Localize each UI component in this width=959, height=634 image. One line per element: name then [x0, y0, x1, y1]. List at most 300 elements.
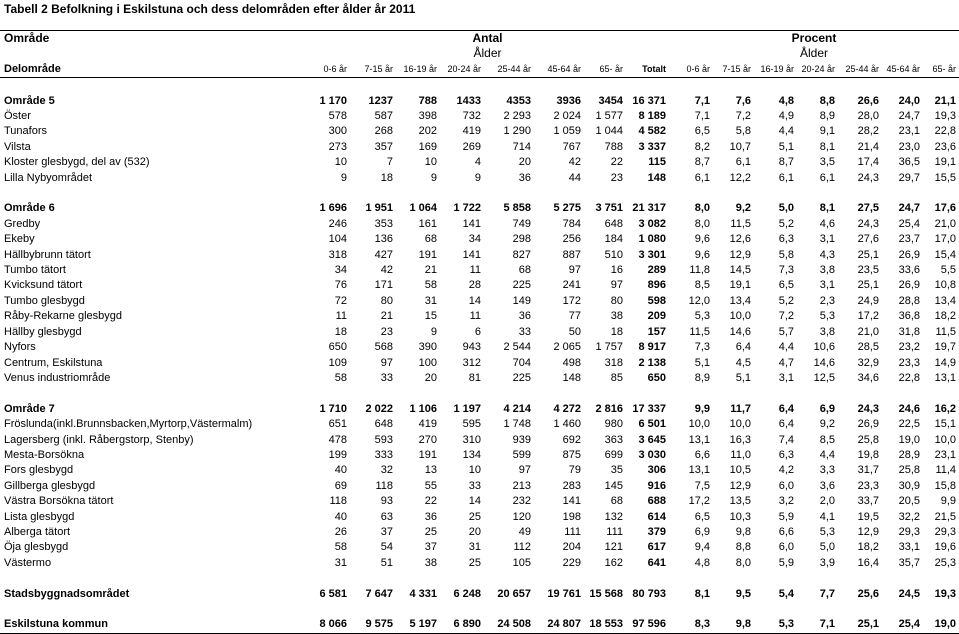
- row-name: Fröslunda(inkl.Brunnsbacken,Myrtorp,Västermalm): [4, 418, 253, 431]
- pct-cell: 3,8: [819, 264, 835, 277]
- count-cell: 1 757: [595, 341, 623, 354]
- count-cell: 44: [568, 171, 581, 184]
- pct-cell: 29,3: [898, 525, 920, 538]
- pct-cell: 22,8: [934, 125, 957, 138]
- count-cell: 1 696: [319, 202, 347, 215]
- pct-column-header: 45-64 år: [882, 62, 923, 78]
- row-name: Gillberga glesbygd: [4, 479, 96, 492]
- count-cell: 38: [610, 310, 623, 323]
- pct-cell: 19,8: [857, 448, 879, 461]
- pct-cell: 6,5: [694, 125, 710, 138]
- pct-cell: 7,6: [735, 94, 751, 107]
- count-cell: 10: [424, 156, 437, 169]
- count-cell: 171: [374, 279, 393, 292]
- count-cell: 104: [328, 233, 347, 246]
- count-cell: 270: [418, 433, 437, 446]
- count-cell: 40: [334, 510, 347, 523]
- pct-cell: 23,6: [934, 140, 957, 153]
- pct-cell: 33,1: [898, 541, 920, 554]
- table-row: [0, 340, 959, 355]
- subarea-label: Delområde: [0, 62, 306, 78]
- pct-cell: 25,6: [857, 587, 879, 600]
- population-table: [0, 30, 959, 634]
- count-cell: 4 331: [409, 587, 437, 600]
- row-name: Västermo: [4, 556, 52, 569]
- pct-cell: 32,2: [898, 510, 920, 523]
- pct-cell: 8,1: [819, 202, 835, 215]
- count-cell: 34: [334, 264, 347, 277]
- count-cell: 827: [512, 248, 531, 261]
- count-cell: 24 508: [484, 617, 534, 633]
- pct-cell: 12,2: [729, 171, 751, 184]
- count-cell: 18 553: [584, 617, 626, 633]
- count-column-header: 65- år: [584, 62, 626, 78]
- table-row: [0, 356, 959, 371]
- count-cell: 132: [604, 510, 623, 523]
- pct-cell: 23,1: [934, 448, 957, 461]
- pct-cell: 6,3: [778, 233, 794, 246]
- pct-cell: 6,0: [778, 479, 794, 492]
- count-cell: 141: [462, 248, 481, 261]
- count-cell: 419: [462, 125, 481, 138]
- pct-cell: 5,1: [778, 140, 794, 153]
- pct-cell: 7,1: [694, 110, 710, 123]
- count-cell: 4 214: [503, 402, 531, 415]
- count-cell: 390: [418, 341, 437, 354]
- pct-cell: 15,5: [934, 171, 957, 184]
- table-row: [0, 232, 959, 247]
- count-cell: 38: [424, 556, 437, 569]
- count-cell: 2 024: [553, 110, 581, 123]
- total-cell: 306: [647, 464, 666, 477]
- table-row: [0, 494, 959, 509]
- pct-cell: 16,2: [934, 402, 957, 415]
- count-cell: 300: [328, 125, 347, 138]
- count-cell: 1 951: [365, 202, 393, 215]
- count-cell: 714: [512, 140, 531, 153]
- pct-cell: 3,1: [819, 233, 835, 246]
- total-cell: 289: [647, 264, 666, 277]
- total-cell: 641: [647, 556, 666, 569]
- pct-cell: 5,5: [940, 264, 957, 277]
- pct-cell: 12,0: [688, 294, 710, 307]
- pct-cell: 17,0: [934, 233, 957, 246]
- pct-cell: 8,9: [694, 371, 710, 384]
- count-cell: 8 066: [306, 617, 350, 633]
- pct-cell: 33,7: [857, 495, 879, 508]
- count-cell: 14: [468, 495, 481, 508]
- pct-cell: 8,8: [819, 94, 835, 107]
- count-cell: 141: [462, 217, 481, 230]
- count-cell: 333: [374, 448, 393, 461]
- pct-cell: 18,2: [934, 310, 957, 323]
- count-cell: 1 710: [319, 402, 347, 415]
- pct-cell: 9,8: [735, 525, 751, 538]
- total-cell: 16 371: [632, 94, 666, 107]
- pct-cell: 6,4: [735, 341, 751, 354]
- count-cell: 51: [380, 556, 393, 569]
- pct-cell: 14,9: [934, 356, 957, 369]
- count-cell: 31: [468, 541, 481, 554]
- count-cell: 18: [610, 325, 623, 338]
- count-cell: 22: [424, 495, 437, 508]
- table-row: [0, 140, 959, 155]
- count-cell: 1 044: [595, 125, 623, 138]
- row-name: Råby-Rekarne glesbygd: [4, 310, 123, 323]
- count-cell: 5 275: [553, 202, 581, 215]
- pct-cell: 11,5: [730, 217, 751, 230]
- count-cell: 69: [334, 479, 347, 492]
- pct-cell: 26,9: [898, 279, 920, 292]
- count-cell: 11: [469, 310, 481, 323]
- pct-cell: 7,3: [694, 341, 710, 354]
- pct-cell: 12,9: [729, 248, 751, 261]
- count-cell: 162: [604, 556, 623, 569]
- pct-cell: 7,5: [694, 479, 710, 492]
- pct-cell: 12,6: [729, 233, 751, 246]
- count-cell: 587: [374, 110, 393, 123]
- pct-cell: 15,8: [934, 479, 957, 492]
- pct-cell: 25,8: [857, 433, 879, 446]
- pct-cell: 13,4: [729, 294, 751, 307]
- pct-cell: 3,1: [819, 279, 835, 292]
- count-cell: 145: [604, 479, 623, 492]
- pct-cell: 21,4: [857, 140, 879, 153]
- pct-cell: 19,3: [934, 587, 957, 600]
- pct-cell: 5,3: [819, 525, 835, 538]
- count-cell: 2 544: [503, 341, 531, 354]
- pct-cell: 16,3: [729, 433, 751, 446]
- total-cell: 379: [647, 525, 666, 538]
- pct-cell: 8,5: [694, 279, 710, 292]
- pct-cell: 19,7: [934, 341, 957, 354]
- pct-cell: 9,5: [735, 587, 751, 600]
- pct-cell: 21,1: [934, 94, 957, 107]
- count-cell: 788: [604, 140, 623, 153]
- pct-cell: 4,7: [778, 356, 794, 369]
- pct-cell: 17,6: [934, 202, 957, 215]
- procent-age-label: Ålder: [800, 46, 829, 61]
- table-row: [0, 448, 959, 463]
- row-name: Fors glesbygd: [4, 464, 74, 477]
- pct-column-header: 16-19 år: [754, 62, 797, 78]
- pct-cell: 24,3: [857, 217, 879, 230]
- count-cell: 9: [430, 171, 437, 184]
- pct-cell: 8,5: [819, 433, 835, 446]
- count-cell: 6 248: [453, 587, 481, 600]
- pct-cell: 5,9: [778, 510, 794, 523]
- count-cell: 76: [334, 279, 347, 292]
- count-cell: 398: [418, 110, 437, 123]
- count-cell: 191: [418, 448, 437, 461]
- pct-cell: 6,4: [778, 418, 794, 431]
- count-cell: 148: [562, 371, 581, 384]
- pct-cell: 5,3: [754, 617, 797, 633]
- count-cell: 109: [328, 356, 347, 369]
- count-cell: 595: [462, 418, 481, 431]
- pct-cell: 6,9: [819, 402, 835, 415]
- count-cell: 31: [424, 294, 437, 307]
- total-cell: 3 645: [638, 433, 666, 446]
- pct-cell: 21,0: [934, 217, 957, 230]
- count-cell: 136: [374, 233, 393, 246]
- pct-cell: 10,0: [934, 433, 957, 446]
- pct-cell: 16,4: [857, 556, 879, 569]
- count-cell: 1 197: [453, 402, 481, 415]
- count-cell: 2 022: [365, 402, 393, 415]
- pct-cell: 21,0: [857, 325, 879, 338]
- pct-cell: 24,9: [857, 294, 879, 307]
- count-cell: 15 568: [589, 587, 623, 600]
- count-cell: 21: [424, 264, 437, 277]
- row-name: Venus industriområde: [4, 371, 111, 384]
- pct-cell: 7,4: [778, 433, 794, 446]
- count-cell: 225: [512, 371, 531, 384]
- total-cell: 688: [647, 495, 666, 508]
- count-cell: 246: [328, 217, 347, 230]
- pct-cell: 3,9: [819, 556, 835, 569]
- count-cell: 28: [468, 279, 481, 292]
- pct-column-header: 25-44 år: [838, 62, 882, 78]
- count-cell: 20: [424, 371, 437, 384]
- pct-cell: 8,1: [819, 140, 835, 153]
- pct-cell: 2,0: [819, 495, 835, 508]
- pct-cell: 27,6: [857, 233, 879, 246]
- count-cell: 9: [340, 171, 347, 184]
- row-name: Lagersberg (inkl. Råbergstorp, Stenby): [4, 433, 194, 446]
- pct-cell: 4,4: [778, 125, 794, 138]
- pct-cell: 23,5: [857, 264, 879, 277]
- count-cell: 198: [562, 510, 581, 523]
- row-name: Område 6: [4, 202, 55, 215]
- count-cell: 20 657: [497, 587, 531, 600]
- total-cell: 3 301: [638, 248, 666, 261]
- pct-cell: 13,1: [934, 371, 957, 384]
- count-cell: 4 272: [553, 402, 581, 415]
- row-name: Lista glesbygd: [4, 510, 75, 523]
- table-row: [0, 510, 959, 525]
- count-cell: 2 816: [595, 402, 623, 415]
- pct-cell: 9,4: [694, 541, 710, 554]
- count-cell: 31: [334, 556, 347, 569]
- total-cell: 617: [647, 541, 666, 554]
- count-cell: 23: [380, 325, 393, 338]
- count-cell: 6 581: [319, 587, 347, 600]
- count-cell: 419: [418, 418, 437, 431]
- count-cell: 118: [329, 495, 347, 508]
- pct-cell: 12,9: [857, 525, 879, 538]
- count-cell: 22: [610, 156, 623, 169]
- pct-column-header: 7-15 år: [713, 62, 754, 78]
- pct-cell: 5,7: [778, 325, 794, 338]
- pct-cell: 31,8: [898, 325, 920, 338]
- count-cell: 4: [474, 156, 481, 169]
- pct-cell: 11,0: [730, 448, 751, 461]
- count-cell: 478: [328, 433, 347, 446]
- pct-cell: 9,9: [694, 402, 710, 415]
- group-row: [0, 201, 959, 216]
- count-cell: 749: [512, 217, 531, 230]
- pct-cell: 7,1: [694, 94, 710, 107]
- pct-cell: 13,1: [688, 433, 710, 446]
- pct-cell: 8,8: [735, 541, 751, 554]
- pct-cell: 10,5: [729, 464, 751, 477]
- count-cell: 1 290: [503, 125, 531, 138]
- pct-cell: 20,5: [898, 495, 920, 508]
- count-cell: 40: [334, 464, 347, 477]
- count-cell: 229: [562, 556, 581, 569]
- count-cell: 650: [328, 341, 347, 354]
- count-cell: 427: [374, 248, 393, 261]
- count-cell: 25: [468, 510, 481, 523]
- count-cell: 58: [334, 371, 347, 384]
- pct-cell: 5,0: [819, 541, 835, 554]
- pct-cell: 10,7: [729, 140, 751, 153]
- pct-cell: 9,6: [694, 248, 710, 261]
- pct-column-header: 0-6 år: [669, 62, 713, 78]
- pct-cell: 32,9: [857, 356, 879, 369]
- count-cell: 20: [518, 156, 531, 169]
- table-title: Tabell 2 Befolkning i Eskilstuna och dess delområden efter ålder år 2011: [4, 2, 416, 16]
- pct-cell: 10,8: [934, 279, 957, 292]
- pct-cell: 26,9: [898, 248, 920, 261]
- count-cell: 283: [562, 479, 581, 492]
- pct-cell: 28,2: [857, 125, 879, 138]
- count-cell: 3 751: [595, 202, 623, 215]
- total-cell: 1 080: [638, 233, 666, 246]
- pct-cell: 24,5: [898, 587, 920, 600]
- pct-cell: 10,6: [813, 341, 835, 354]
- count-cell: 578: [328, 110, 347, 123]
- count-cell: 55: [424, 479, 437, 492]
- pct-cell: 9,2: [735, 202, 751, 215]
- pct-cell: 3,2: [778, 495, 794, 508]
- count-cell: 36: [424, 510, 437, 523]
- pct-cell: 19,0: [923, 617, 959, 633]
- pct-cell: 8,0: [694, 217, 710, 230]
- count-cell: 318: [604, 356, 623, 369]
- pct-cell: 19,0: [898, 433, 920, 446]
- table-row: [0, 371, 959, 386]
- table-row: [0, 248, 959, 263]
- pct-cell: 4,4: [778, 341, 794, 354]
- count-cell: 1 170: [319, 94, 347, 107]
- pct-cell: 25,4: [898, 217, 920, 230]
- pct-cell: 11,4: [935, 464, 957, 477]
- group-row: [0, 617, 959, 633]
- count-cell: 19 761: [547, 587, 581, 600]
- count-cell: 9 575: [350, 617, 396, 633]
- pct-cell: 25,4: [882, 617, 923, 633]
- total-cell: 80 793: [632, 587, 666, 600]
- count-cell: 363: [604, 433, 623, 446]
- pct-cell: 19,5: [857, 510, 879, 523]
- count-cell: 93: [380, 495, 393, 508]
- count-cell: 36: [518, 310, 531, 323]
- count-cell: 593: [374, 433, 393, 446]
- count-cell: 2 293: [503, 110, 531, 123]
- count-cell: 68: [610, 495, 623, 508]
- table-row: [0, 171, 959, 186]
- pct-cell: 4,8: [778, 94, 794, 107]
- pct-cell: 6,0: [778, 541, 794, 554]
- pct-cell: 6,3: [778, 448, 794, 461]
- count-cell: 225: [512, 279, 531, 292]
- pct-cell: 4,5: [735, 356, 751, 369]
- antal-age-label: Ålder: [473, 46, 502, 61]
- total-cell: 614: [647, 510, 666, 523]
- pct-cell: 24,7: [898, 202, 920, 215]
- count-cell: 7: [386, 156, 393, 169]
- pct-cell: 13,5: [729, 495, 751, 508]
- row-name: Vilsta: [4, 140, 31, 153]
- row-name: Ekeby: [4, 233, 35, 246]
- count-cell: 111: [606, 525, 623, 538]
- count-cell: 9: [474, 171, 481, 184]
- count-cell: 11: [335, 310, 347, 323]
- pct-cell: 23,3: [898, 356, 920, 369]
- header-row-age: [0, 46, 959, 61]
- pct-cell: 3,5: [819, 156, 835, 169]
- pct-cell: 6,6: [694, 448, 710, 461]
- pct-cell: 15,1: [934, 418, 957, 431]
- pct-cell: 28,0: [857, 110, 879, 123]
- table-row: [0, 309, 959, 324]
- row-name: Tumbo glesbygd: [4, 294, 85, 307]
- row-name: Mesta-Borsökna: [4, 448, 85, 461]
- count-cell: 18: [334, 325, 347, 338]
- pct-cell: 8,3: [669, 617, 713, 633]
- pct-cell: 28,9: [898, 448, 920, 461]
- row-name: Alberga tätort: [4, 525, 71, 538]
- count-cell: 11: [469, 264, 481, 277]
- count-cell: 353: [374, 217, 393, 230]
- count-cell: 97: [380, 356, 393, 369]
- pct-cell: 27,5: [857, 202, 879, 215]
- total-cell: 6 501: [638, 418, 666, 431]
- pct-cell: 24,0: [898, 94, 920, 107]
- pct-cell: 6,5: [694, 510, 710, 523]
- pct-cell: 5,3: [819, 310, 835, 323]
- total-cell: 148: [647, 171, 666, 184]
- spacer-row: [0, 386, 959, 401]
- row-name: Eskilstuna kommun: [0, 617, 306, 633]
- table-row: [0, 525, 959, 540]
- table-row: [0, 217, 959, 232]
- total-cell: 209: [647, 310, 666, 323]
- count-cell: 6: [474, 325, 481, 338]
- table-row: [0, 124, 959, 139]
- row-name: Lilla Nybyområdet: [4, 171, 93, 184]
- count-cell: 184: [604, 233, 623, 246]
- pct-cell: 13,4: [934, 294, 957, 307]
- pct-cell: 22,5: [898, 418, 920, 431]
- procent-label: Procent: [669, 31, 959, 47]
- pct-cell: 15,4: [934, 248, 957, 261]
- group-row: [0, 402, 959, 417]
- count-cell: 943: [462, 341, 481, 354]
- row-name: Gredby: [4, 217, 41, 230]
- count-column-header: 16-19 år: [396, 62, 440, 78]
- count-cell: 16: [610, 264, 623, 277]
- count-cell: 887: [562, 248, 581, 261]
- pct-cell: 24,6: [898, 402, 920, 415]
- pct-cell: 30,9: [898, 479, 920, 492]
- pct-cell: 29,3: [934, 525, 957, 538]
- table-row: [0, 433, 959, 448]
- count-cell: 118: [375, 479, 393, 492]
- row-name: Västra Borsökna tätort: [4, 495, 114, 508]
